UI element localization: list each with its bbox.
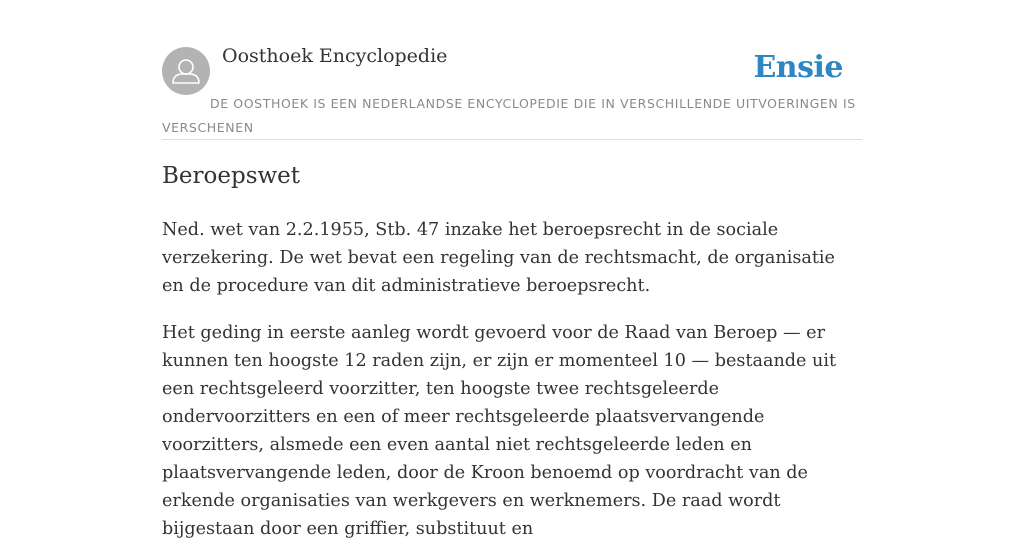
site-name-link[interactable]: Oosthoek Encyclopedie: [222, 45, 448, 67]
user-icon: [162, 47, 210, 95]
article-paragraph-2: Het geding in eerste aanleg wordt gevoerd voor de Raad van Beroep — er kunnen ten hoogste 12 raden zijn, er zijn er momenteel 10 — bestaande uit een rechtsgeleerd voorzitter, ten hoogste twee rechtsgeleerde ondervoorzitters en een of meer rechtsgeleerde plaatsvervangende voorzitters, alsmede een even aantal niet rechtsgeleerde leden en plaatsvervangende leden, door de Kroon benoemd op voordracht van de erkende organisaties van werkgevers en werknemers. De raad wordt bijgestaan door een griffier, substituut en: [162, 323, 837, 539]
site-tagline: DE OOSTHOEK IS EEN NEDERLANDSE ENCYCLOPEDIE DIE IN VERSCHILLENDE UITVOERINGEN IS VERSCHENEN: [162, 96, 856, 135]
article-title: Beroepswet: [162, 163, 301, 189]
header-divider: [162, 139, 862, 140]
article-paragraph-1: Ned. wet van 2.2.1955, Stb. 47 inzake het beroepsrecht in de sociale verzekering. De wet bevat een regeling van de rechtsmacht, de organisatie en de procedure van dit administratieve beroepsrecht.: [162, 220, 835, 296]
avatar[interactable]: [162, 47, 210, 95]
ensie-logo[interactable]: Ensie: [753, 50, 843, 85]
